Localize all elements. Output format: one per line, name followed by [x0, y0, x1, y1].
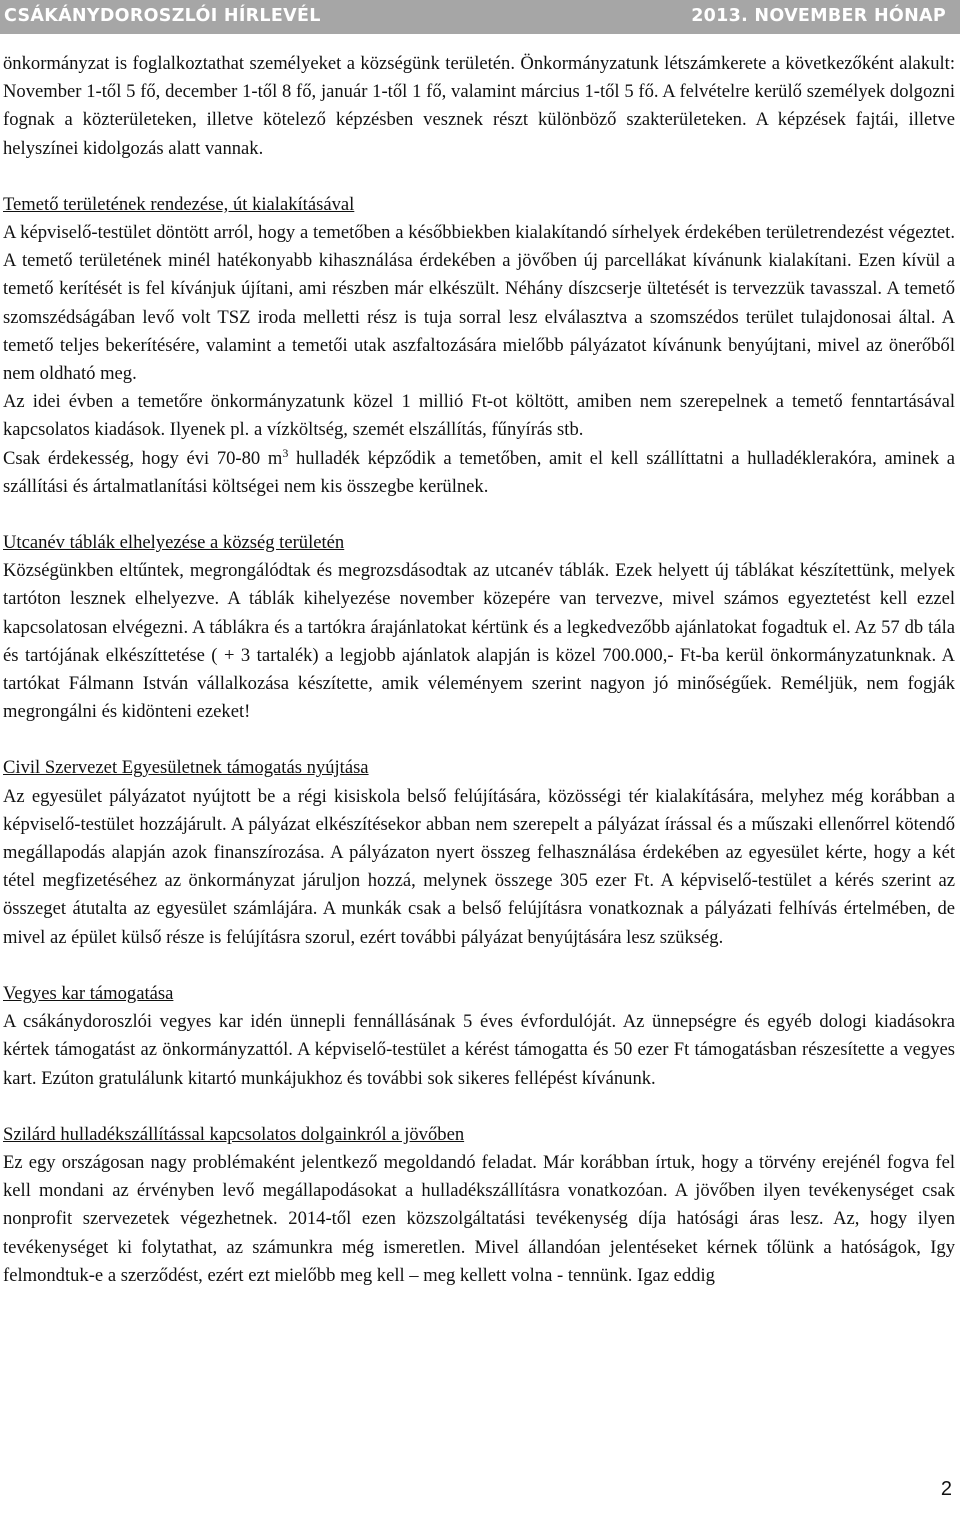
section-heading-waste-transport: Szilárd hulladékszállítással kapcsolatos dolgainkról a jövőben — [3, 1123, 465, 1145]
cemetery-paragraph-3 — [3, 445, 955, 501]
issue-date: 2013. NOVEMBER HÓNAP — [691, 6, 946, 26]
civil-association-paragraph: Az egyesület pályázatot nyújtott be a régi kisiskola belső felújítására, közösségi tér kialakítására, melyhez még korábban a képviselő-testület hozzájárult. A pályázat elkészítésekor abban nem szerepelt a pályázat írással és a műszaki ellenőrrel kötendő megállapodás alapján azok finanszírozása. A pályázaton nyert összeg felhasználása érdekében az egyesület kérte, hogy a két tétel megfizetéséhez az önkormányzat járuljon hozzá, melynek összege 305 ezer Ft. A képviselő-testület a kérés szerint az összeget átutalta az egyesület számlájára. A munkák csak a belső felújításra vonatkoznak a pályázati felhívás értelmében, de mivel az épület külső része is felújításra szorul, ezért további pályázat benyújtására lesz szükség. — [3, 785, 955, 948]
spacer — [3, 726, 955, 754]
section-heading-mixed-choir: Vegyes kar támogatása — [3, 982, 174, 1004]
street-signs-paragraph: Községünkben eltűntek, megrongálódtak és megrozsdásodtak az utcanév táblák. Ezek helyett új táblákat készítettünk, melyek tartóton lesznek elhelyezve. A táblák kihelyezése november közepére van tervezve, mivel számos egyeztetést kell ezzel kapcsolatosan elvégezni. A táblákra és a tartókra árajánlatokat kértünk és a legkedvezőbb ajánlatokat fogadtuk el. Az 57 db tála és tartójának elkészíttetése ( + 3 tartalék) a legjobb ajánlatok alapján is közel 700.000,- Ft-ba kerül önkormányzatunknak. A tartókat Fálmann István vállalkozása készítette, amik véleményem szerint nagyon jó minőségűek. Reméljük, nem fogják megrongálni és kidönteni ezeket! — [3, 560, 955, 723]
section-heading-cemetery: Temető területének rendezése, út kialakításával — [3, 193, 355, 215]
spacer — [3, 1093, 955, 1121]
mixed-choir-paragraph: A csákánydoroszlói vegyes kar idén ünnepli fennállásának 5 éves évfordulóját. Az ünnepségre és egyéb dologi kiadásokra kértek támogatást az önkormányzattól. A képviselő-testület a kérést támogatta és 50 ezer Ft támogatásban részesítette a vegyes kart. Ezúton gratulálunk kitartó munkájukhoz és további sok sikeres fellépést kívánunk. — [3, 1011, 955, 1089]
cemetery-paragraph-3-end: hulladék képződik a temetőben, amit el kell szállíttatni a hulladéklerakóra, aminek a szállítási és ártalmatlanítási költségei nem kis összegbe kerülnek. — [3, 447, 956, 497]
cubic-superscript: 3 — [282, 445, 289, 460]
cemetery-paragraph-3-start: Csak érdekesség, hogy évi 70-80 m — [3, 447, 283, 469]
newsletter-header-bar — [0, 0, 960, 34]
cemetery-paragraph-1: A képviselő-testület döntött arról, hogy a temetőben a későbbiekben kialakítandó sírhelyek érdekében területrendezést végeztet. A temető területének minél hatékonyabb kihasználása érdekében a jövőben új parcellákat kívánunk kialakítani. Ezen kívül a temető kerítését is fel kívánjuk újítani, ami részben már elkészült. Néhány díszcserje ültetését is tervezzük tavasszal. A temető szomszédságában levő volt TSZ iroda melletti rész is tuja sorral lesz elválasztva a szomszédos terület tulajdonosai által. A temető teljes bekerítésére, valamint a temetői utak aszfaltozására mielőbb pályázatot kívánunk benyújtani, mivel az önerőből nem oldható meg. — [3, 222, 955, 385]
article-body — [3, 50, 955, 1290]
page-number: 2 — [940, 1478, 952, 1500]
spacer — [3, 501, 955, 529]
intro-paragraph: önkormányzat is foglalkoztathat személyeket a községünk területén. Önkormányzatunk létszámkerete a következőként alakult: November 1-től 5 fő, december 1-től 8 fő, január 1-től 1 fő, valamint március 1-től 5 fő. A felvételre kerülő személyek dolgozni fognak a közterületeken, illetve kötelező képzésben vesznek részt különböző szakterületeken. A képzések fajtái, illetve helyszínei kidolgozás alatt vannak. — [3, 53, 955, 159]
newsletter-title: CSÁKÁNYDOROSZLÓI HÍRLEVÉL — [4, 6, 321, 26]
section-heading-street-signs: Utcanév táblák elhelyezése a község területén — [3, 532, 345, 554]
cemetery-paragraph-2: Az idei évben a temetőre önkormányzatunk közel 1 millió Ft-ot költött, amiben nem szerepelnek a temető fenntartásával kapcsolatos kiadások. Ilyenek pl. a vízköltség, szemét elszállítás, fűnyírás stb. — [3, 391, 955, 441]
waste-transport-paragraph: Ez egy országosan nagy problémaként jelentkező megoldandó feladat. Már korábban írtuk, hogy a törvény erejénél fogva fel kell mondani az érvényben levő megállapodásokat a hulladékszállításra vonatkozóan. A jövőben ilyen tevékenységet csak nonprofit szervezetek végezhetnek. 2014-től ezen közszolgáltatási tevékenység díja hatósági áras lesz. Az, hogy ilyen tevékenységet ki folytathat, az számunkra még ismeretlen. Mivel állandóan jelentéseket kérnek tőlünk a hatóságok, Igy felmondtuk-e a szerződést, ezért ezt mielőbb meg kell – meg kellett volna - tennünk. Igaz eddig — [3, 1151, 955, 1286]
spacer — [3, 163, 955, 191]
section-heading-civil-association: Civil Szervezet Egyesületnek támogatás nyújtása — [3, 757, 369, 779]
spacer — [3, 952, 955, 980]
